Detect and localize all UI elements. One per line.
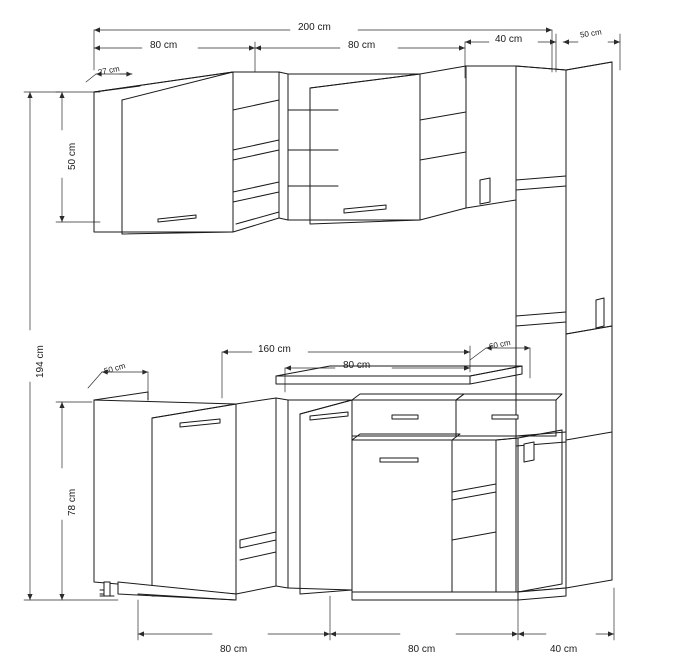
dim-top-seg-left: 80 cm bbox=[150, 40, 178, 51]
tall-unit bbox=[516, 62, 612, 592]
dim-overall-height: 194 cm bbox=[35, 345, 46, 378]
dim-bottom-seg-right: 40 cm bbox=[550, 644, 578, 655]
dim-top-seg-mid: 80 cm bbox=[348, 40, 376, 51]
dim-worktop-total: 160 cm bbox=[258, 344, 291, 355]
dim-worktop-mid: 80 cm bbox=[343, 360, 371, 371]
dim-base-left-depth: 50 cm bbox=[103, 361, 127, 376]
dim-tall-unit-width: 50 cm bbox=[579, 27, 603, 40]
base-cabinets bbox=[94, 392, 566, 600]
dim-upper-height: 50 cm bbox=[67, 142, 78, 170]
dim-top-seg-right: 40 cm bbox=[495, 34, 523, 45]
worktop bbox=[276, 366, 522, 384]
dim-bottom-seg-left: 80 cm bbox=[220, 644, 248, 655]
dim-base-right-depth: 60 cm bbox=[488, 338, 512, 352]
dim-top-overall: 200 cm bbox=[298, 22, 331, 33]
dim-base-height: 78 cm bbox=[67, 488, 78, 516]
dim-upper-depth: 27 cm bbox=[97, 64, 121, 77]
upper-cabinets bbox=[94, 66, 516, 234]
dimension-lines bbox=[24, 27, 620, 640]
dim-bottom-seg-mid: 80 cm bbox=[408, 644, 436, 655]
